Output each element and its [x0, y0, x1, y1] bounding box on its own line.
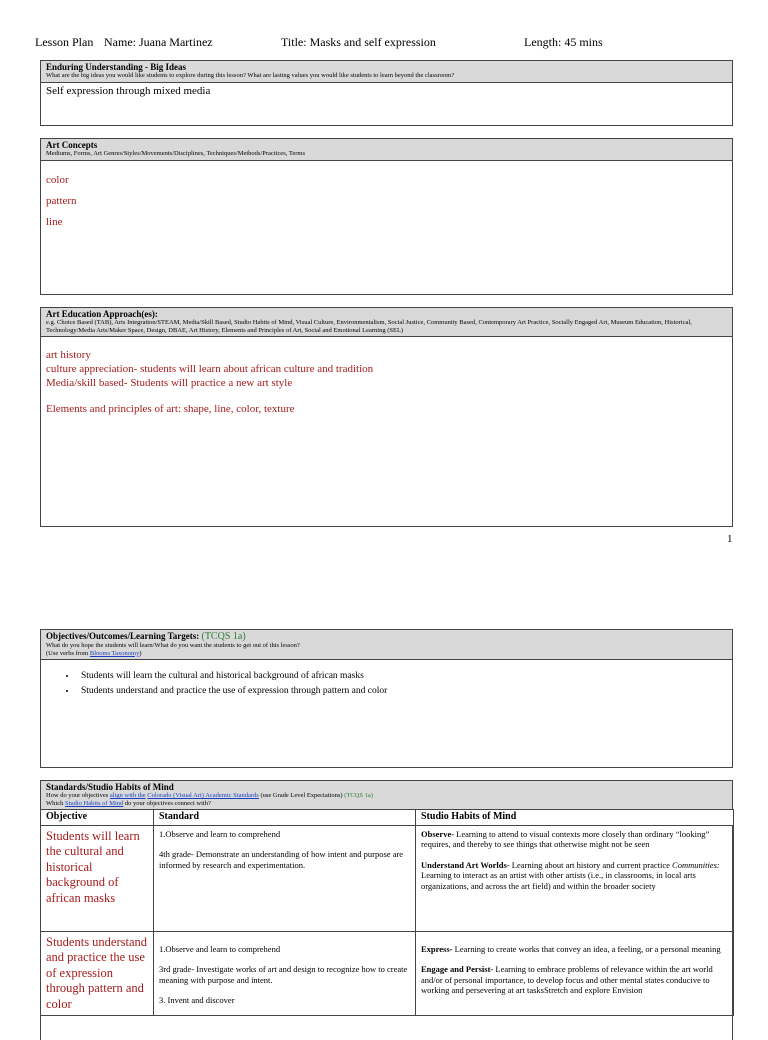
objectives-header	[41, 630, 732, 660]
habit-text: Learning about art history and current practice	[509, 859, 673, 870]
art-concept-item: pattern	[46, 194, 77, 207]
row-objective: Students will learn the cultural and historical background of african masks	[41, 825, 154, 931]
habit-title: Engage and Persist-	[421, 964, 494, 974]
standard-line: 3rd grade- Investigate works of art and design to recognize how to create meaning with purpose and intent.	[159, 964, 408, 985]
objective-item: • Students understand and practice the use of expression through pattern and color	[77, 684, 732, 699]
row-habits	[416, 931, 734, 1016]
enduring-content: Self expression through mixed media	[46, 84, 211, 97]
header-length: Length: 45 mins	[524, 35, 603, 49]
enduring-understanding-section	[40, 60, 733, 126]
standard-line: 4th grade- Demonstrate an understanding of how intent and purpose are informed by research and experimentation.	[159, 849, 404, 870]
art-concepts-section	[40, 138, 733, 295]
objectives-subtitle-1: What do you hope the students will learn/What do you want the students to get out of this lesson?	[46, 642, 300, 649]
habit-italic: Communities:	[672, 859, 720, 870]
approach-line: culture appreciation- students will learn about african culture and tradition	[46, 363, 374, 375]
art-education-approach-section	[40, 307, 733, 527]
standards-tcqs: (TCQS 1a)	[344, 792, 373, 799]
enduring-header	[41, 61, 732, 83]
header-lesson-plan: Lesson Plan	[35, 35, 94, 49]
approach-title: Art Education Approach(es):	[46, 309, 158, 319]
art-concept-item: line	[46, 215, 63, 228]
standards-table-header-row	[41, 810, 734, 826]
col-standard: Standard	[154, 810, 416, 826]
standards-header	[41, 781, 732, 809]
approach-line: Media/skill based- Students will practice a new art style	[46, 377, 293, 389]
objectives-section	[40, 629, 733, 768]
habit-text: Learning to embrace problems of relevance within the art world and/or of personal importance, to develop focus and other mental states conducive to working and persevering at art tasksStretch and explore Envision	[421, 964, 713, 995]
approach-line: art history	[46, 349, 91, 361]
art-concepts-title: Art Concepts	[46, 140, 98, 150]
col-objective: Objective	[41, 810, 154, 826]
studio-habits-link[interactable]: Studio Habits of Mind	[64, 799, 124, 807]
approach-subtitle: e.g. Choice Based (TAB), Arts Integration/STEAM, Media/Skill Based, Studio Habits of Mind, Visual Culture, Environmentalism, Social Justice, Community Based, Contemporary Art Practice, Socially Engaged Art, Museum Education, Historical, Technology/Media Arts/Maker Space, Design, DBAE, Art History, Elements and Principles of Art, Social and Emotional Learning (SEL)	[46, 319, 692, 334]
habit-text: Learning to create works that convey an idea, a feeling, or a personal meaning	[452, 943, 721, 954]
approach-header	[41, 308, 732, 337]
row-habits	[416, 825, 734, 931]
colorado-standards-link[interactable]: Colorado (Visual Art) Academic Standards	[147, 792, 259, 799]
row-objective: Students understand and practice the use of expression through pattern and color	[41, 931, 154, 1016]
standard-line: 1.Observe and learn to comprehend	[159, 828, 281, 839]
art-concept-item: color	[46, 173, 69, 186]
header-title: Title: Masks and self expression	[281, 35, 436, 49]
objectives-title: Objectives/Outcomes/Learning Targets:	[46, 631, 200, 641]
header-name: Name: Juana Martinez	[104, 35, 213, 49]
objectives-sub2-suffix: )	[139, 649, 142, 657]
standards-title: Standards/Studio Habits of Mind	[46, 782, 174, 792]
standards-sub2-prefix: Which	[46, 799, 65, 807]
table-row	[41, 931, 734, 1016]
habit-title: Express-	[421, 943, 453, 954]
objectives-list	[41, 669, 732, 699]
art-concepts-header	[41, 139, 732, 161]
habit-title: Understand Art Worlds-	[421, 859, 510, 870]
objective-item: • Students will learn the cultural and historical background of african masks	[77, 669, 732, 684]
standards-section	[40, 780, 733, 1040]
standard-line: 3. Invent and discover	[159, 995, 235, 1005]
standards-table	[40, 809, 734, 1016]
habit-text: Learning to attend to visual contexts more closely than ordinary “looking” requires, and thereby to see things that otherwise might not be seen	[421, 828, 710, 849]
art-concepts-subtitle: Mediums, Forms, Art Genres/Styles/Movements/Disciplines, Techniques/Methods/Practices, Terms	[46, 150, 306, 157]
habit-title: Observe-	[421, 828, 455, 839]
habit-text: Learning to interact as an artist with other artists (i.e., in classrooms, in local arts organizations, and across the art field) and within the broader society	[421, 870, 696, 891]
standards-sub1-suffix: (use Grade Level Expectations)	[258, 792, 345, 799]
enduring-title: Enduring Understanding - Big Ideas	[46, 62, 187, 72]
align-link[interactable]: align with the	[109, 792, 146, 799]
approach-elements-line: Elements and principles of art: shape, line, color, texture	[46, 403, 295, 415]
row-standard	[154, 931, 416, 1016]
table-row	[41, 825, 734, 931]
objectives-sub2-prefix: (Use verbs from	[46, 649, 90, 657]
row-standard	[154, 825, 416, 931]
standard-line: 1.Observe and learn to comprehend	[159, 943, 281, 954]
objectives-tcqs: (TCQS 1a)	[201, 631, 246, 642]
col-habits: Studio Habits of Mind	[416, 810, 734, 826]
enduring-subtitle: What are the big ideas you would like students to explore during this lesson? What are lasting values you would like students to learn beyond the classroom?	[46, 72, 455, 79]
standards-sub2-suffix: do your objectives connect with?	[123, 799, 211, 807]
page-number: 1	[727, 533, 733, 545]
standards-sub1-prefix: How do your objectives	[46, 792, 110, 799]
blooms-taxonomy-link[interactable]: Blooms Taxonomy	[89, 649, 140, 657]
